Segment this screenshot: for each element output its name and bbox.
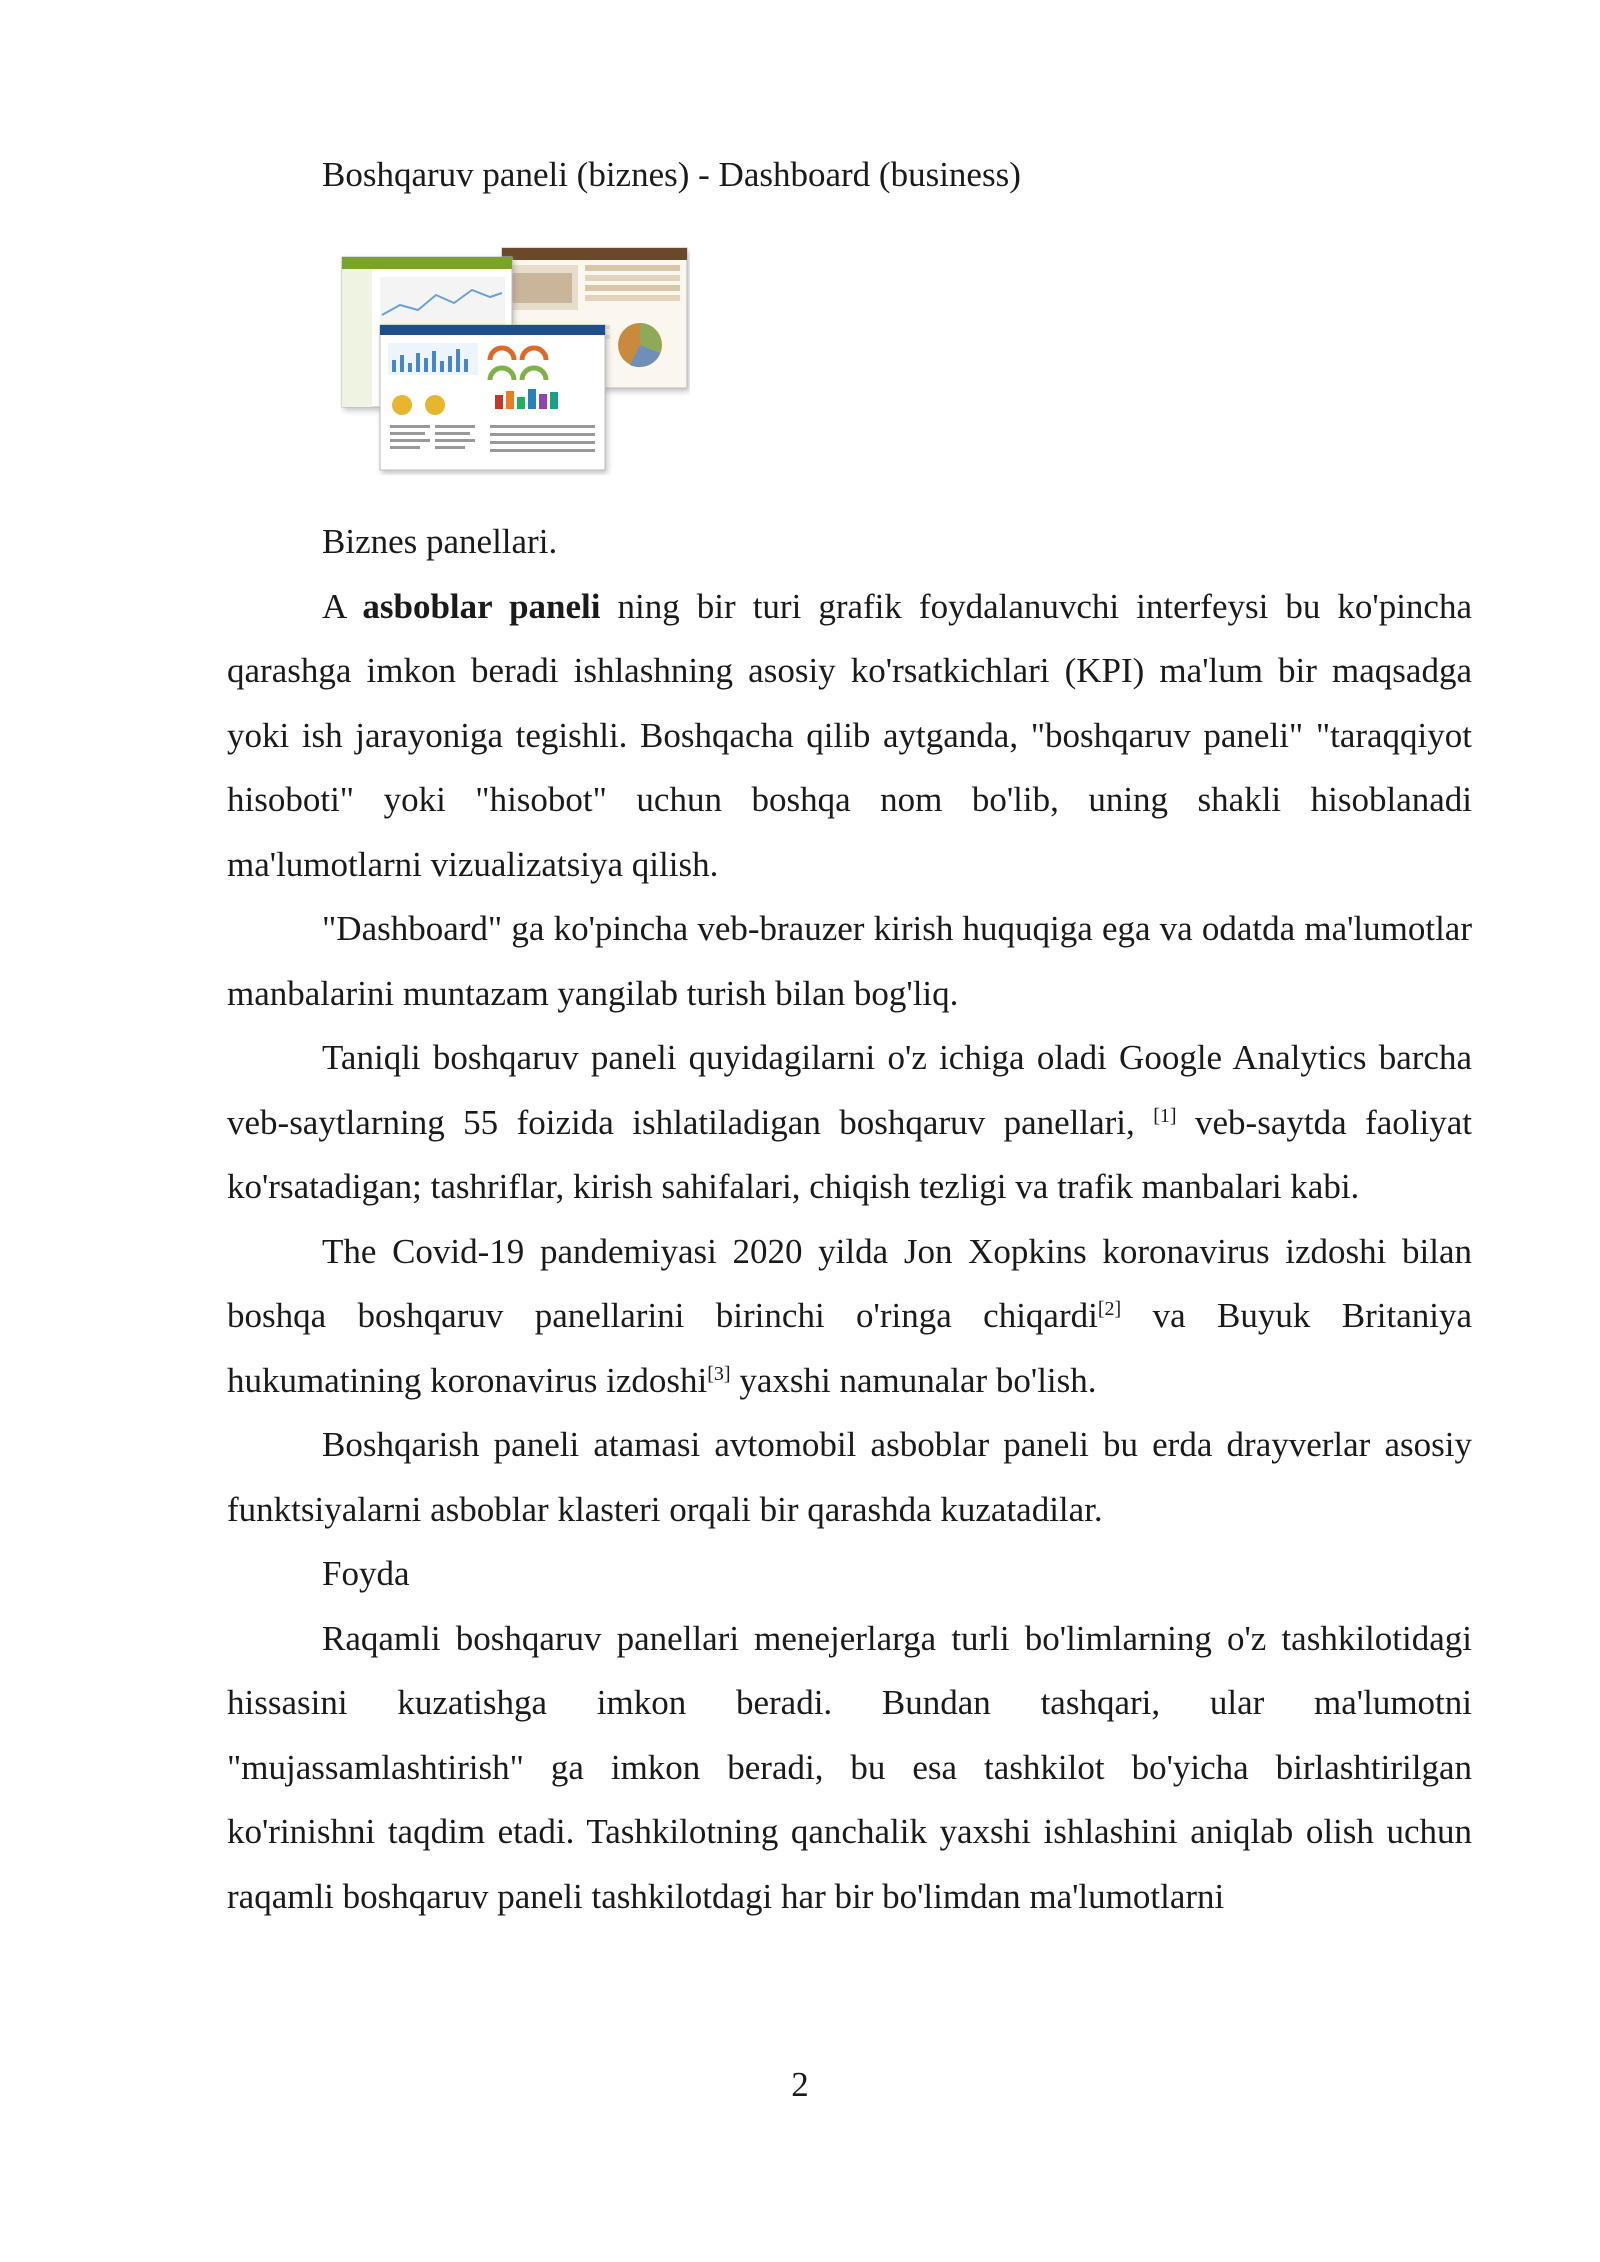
document-body — [227, 510, 1472, 1929]
paragraph-google-analytics: Taniqli boshqaruv paneli quyidagilarni o'z ichiga oladi Google Analytics barcha veb-saytlarning 55 foizida ishlatiladigan boshqaruv panellari, [1] veb-saytda faoliyat ko'rsatadigan; tashriflar, kirish sahifalari, chiqish tezligi va trafik manbalari kabi. — [227, 1038, 1472, 1206]
paragraph-dashboard-definition: A asboblar paneli ning bir turi grafik foydalanuvchi interfeysi bu ko'pincha qarashga imkon beradi ishlashning asosiy ko'rsatkichlari (KPI) ma'lum bir maqsadga yoki ish jarayoniga tegishli. Boshqacha qilib aytganda, "boshqaruv paneli" "taraqqiyot hisoboti" yoki "hisobot" uchun boshqa nom bo'lib, uning shakli hisoblanadi ma'lumotlarni vizualizatsiya qilish. — [227, 586, 1472, 884]
paragraph-dashboard-web: "Dashboard" ga ko'pincha veb-brauzer kirish huquqiga ega va odatda ma'lumotlar manbalarini muntazam yangilab turish bilan bog'liq. — [227, 909, 1472, 1013]
reference-3[interactable]: [3] — [707, 1362, 731, 1385]
paragraph-term-origin: Boshqarish paneli atamasi avtomobil asboblar paneli bu erda drayverlar asosiy funktsiyalarni asboblar klasteri orqali bir qarashda kuzatadilar. — [227, 1425, 1472, 1529]
reference-1[interactable]: [1] — [1153, 1104, 1177, 1127]
section-heading: Boshqaruv paneli (biznes) - Dashboard (business) — [322, 155, 1021, 194]
bold-term: asboblar paneli — [362, 586, 601, 626]
paragraph-digital-dashboards: Raqamli boshqaruv panellari menejerlarga turli bo'limlarning o'z tashkilotidagi hissasini kuzatishga imkon beradi. Bundan tashqari, ular ma'lumotni "mujassamlashtirish" ga imkon beradi, bu esa tashkilot bo'yicha birlashtirilgan ko'rinishni taqdim etadi. Tashkilotning qanchalik yaxshi ishlashini aniqlab olish uchun raqamli boshqaruv paneli tashkilotdagi har bir bo'limdan ma'lumotlarni — [227, 1618, 1472, 1916]
paragraph-covid: The Covid-19 pandemiyasi 2020 yilda Jon Xopkins koronavirus izdoshi bilan boshqa boshqaruv panellarini birinchi o'ringa chiqardi[2] va Buyuk Britaniya hukumatining koronavirus izdoshi[3] yaxshi namunalar bo'lish. — [227, 1231, 1472, 1400]
subheading-benefit: Foyda — [322, 1554, 410, 1593]
figure-caption: Biznes panellari. — [322, 522, 558, 561]
dashboard-screenshots-image — [340, 245, 690, 475]
page-number: 2 — [791, 2065, 809, 2104]
reference-2[interactable]: [2] — [1097, 1298, 1122, 1320]
